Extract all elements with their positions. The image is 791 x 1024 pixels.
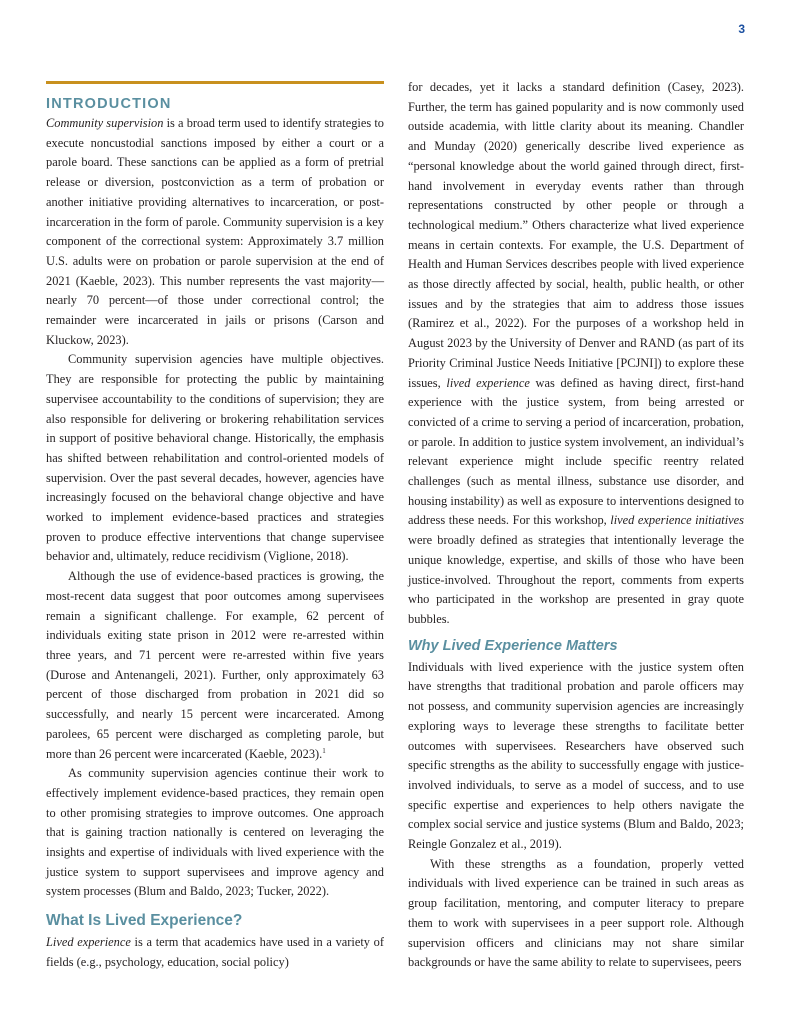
why-matters-heading: Why Lived Experience Matters — [408, 637, 618, 654]
footnote-marker: 1 — [322, 746, 326, 755]
term-lived-experience-initiatives: lived experience initiatives — [610, 513, 744, 528]
intro-paragraph-1: Community supervision is a broad term used to identify strategies to execute noncustodial sanctions imposed by either a court or a parole board. These sanctions can be applied as a form of pretrial release or diversion, postconviction as a term of probation or another initiative providing alternatives to incarceration, or post-incarceration in the form of parole. Community supervision is a key component of the correctional system: Approximately 3.7 million U.S. adults were on probation or parole supervision at the end of 2021 (Kaeble, 2023). This number represents the vast majority—nearly 70 percent—of those under correctional control; the remainder were incarcerated in jails or prisons (Carson and Kluckow, 2023). — [46, 116, 384, 347]
lived-experience-paragraph-cont: for decades, yet it lacks a standard definition (Casey, 2023). Further, the term has gained popularity and is now commonly used outside academia, with little clarity about its meaning. Chandler and Munday (2020) generically describe lived experience as “personal knowledge about the world gained through direct, first-hand involvement in everyday events rather than through representations constructed by other people or through a technological medium.” Others characterize what lived experience means in certain contexts. For example, the U.S. Department of Health and Human Services describes people with lived experience as those directly affected by social, health, public health, or other issues and by the strategies that aim to address those issues (Ramirez et al., 2022). For the purposes of a workshop held in August 2023 by the University of Denver and RAND (as part of its Priority Criminal Justice Needs Initiative [PCJNI]) to explore these issues, lived experience was defined as having direct, first-hand experience with the justice system, from being arrested or convicted of a crime to serving a period of incarceration, probation, or parole. In addition to justice system involvement, an individual’s relevant experience might include specific reentry related challenges (such as mental illness, substance use disorder, and housing instability) as well as exposure to interventions designed to address these needs. For this workshop, lived experience initiatives were broadly defined as strategies that intentionally leverage the unique knowledge, expertise, and skills of those who have been justice-involved. Throughout the report, comments from experts who participated in the workshop are presented in gray quote bubbles. — [408, 80, 744, 626]
intro-paragraph-3: Although the use of evidence-based practices is growing, the most-recent data suggest that poor outcomes among supervisees remain a significant challenge. For example, 62 percent of individuals exiting state prison in 2012 were re-arrested within three years, and 71 percent were re-arrested within five years (Durose and Antenangeli, 2021). Further, only approximately 63 percent of those discharged from probation in 2021 did so successfully, and nearly 15 percent were incarcerated. Among parolees, 65 percent were discharged as completing parole, but more than 26 percent were incarcerated (Kaeble, 2023).$^1$ — [46, 569, 384, 761]
lived-experience-heading: What Is Lived Experience? — [46, 912, 243, 930]
right-column — [408, 78, 744, 973]
term-lived-experience: Lived experience — [46, 935, 131, 950]
intro-paragraph-4: As community supervision agencies continue their work to effectively implement evidence-based practices, they remain open to other promising strategies to improve outcomes. One approach that is gaining traction nationally is centered on leveraging the insights and expertise of individuals with lived experience with the justice system to support supervisees and improve agency and system processes (Blum and Baldo, 2023; Tucker, 2022). — [46, 766, 384, 899]
section-rule — [46, 81, 384, 84]
intro-paragraph-2: Community supervision agencies have multiple objectives. They are responsible for protecting the public by maintaining supervisee accountability to the conditions of supervision; they are also responsible for delivering or brokering rehabilitation services in support of positive behavioral change. Historically, the emphasis has shifted between rehabilitation and control-oriented models of supervision. Over the past several decades, however, agencies have increasingly focused on the behavioral change objective and have worked to implement evidence-based practices and strategies proven to produce effective interventions that change supervisee behavior and, ultimately, reduce recidivism (Viglione, 2018). — [46, 352, 384, 564]
left-column — [46, 78, 384, 973]
term-lived-experience-2: lived experience — [446, 375, 530, 390]
term-community-supervision: Community supervision — [46, 116, 164, 130]
introduction-heading: INTRODUCTION — [46, 96, 172, 112]
lived-experience-paragraph-start: Lived experience is a term that academics have used in a variety of fields (e.g., psychology, education, social policy) — [46, 935, 385, 969]
page-number: 3 — [738, 22, 745, 36]
why-matters-paragraph-1: Individuals with lived experience with the justice system often have strengths that traditional probation and parole officers may not possess, and community supervision agencies are increasingly exploring ways to leverage these strengths to facilitate better outcomes with supervisees. Researchers have observed such specific strengths as the ability to successfully engage with justice-involved individuals, to serve as a model of success, and to use specific expertise and experiences to help others navigate the complex social service and justice systems (Blum and Baldo, 2023; Reingle Gonzalez et al., 2019). — [408, 659, 744, 852]
why-matters-paragraph-2: With these strengths as a foundation, properly vetted individuals with lived experience can be trained in such areas as group facilitation, mentoring, and computer literacy to prepare them to work with supervisees in a peer support role. Although supervision officers and clinicians may not share similar backgrounds or have the same ability to relate to supervisees, peers — [408, 856, 744, 970]
